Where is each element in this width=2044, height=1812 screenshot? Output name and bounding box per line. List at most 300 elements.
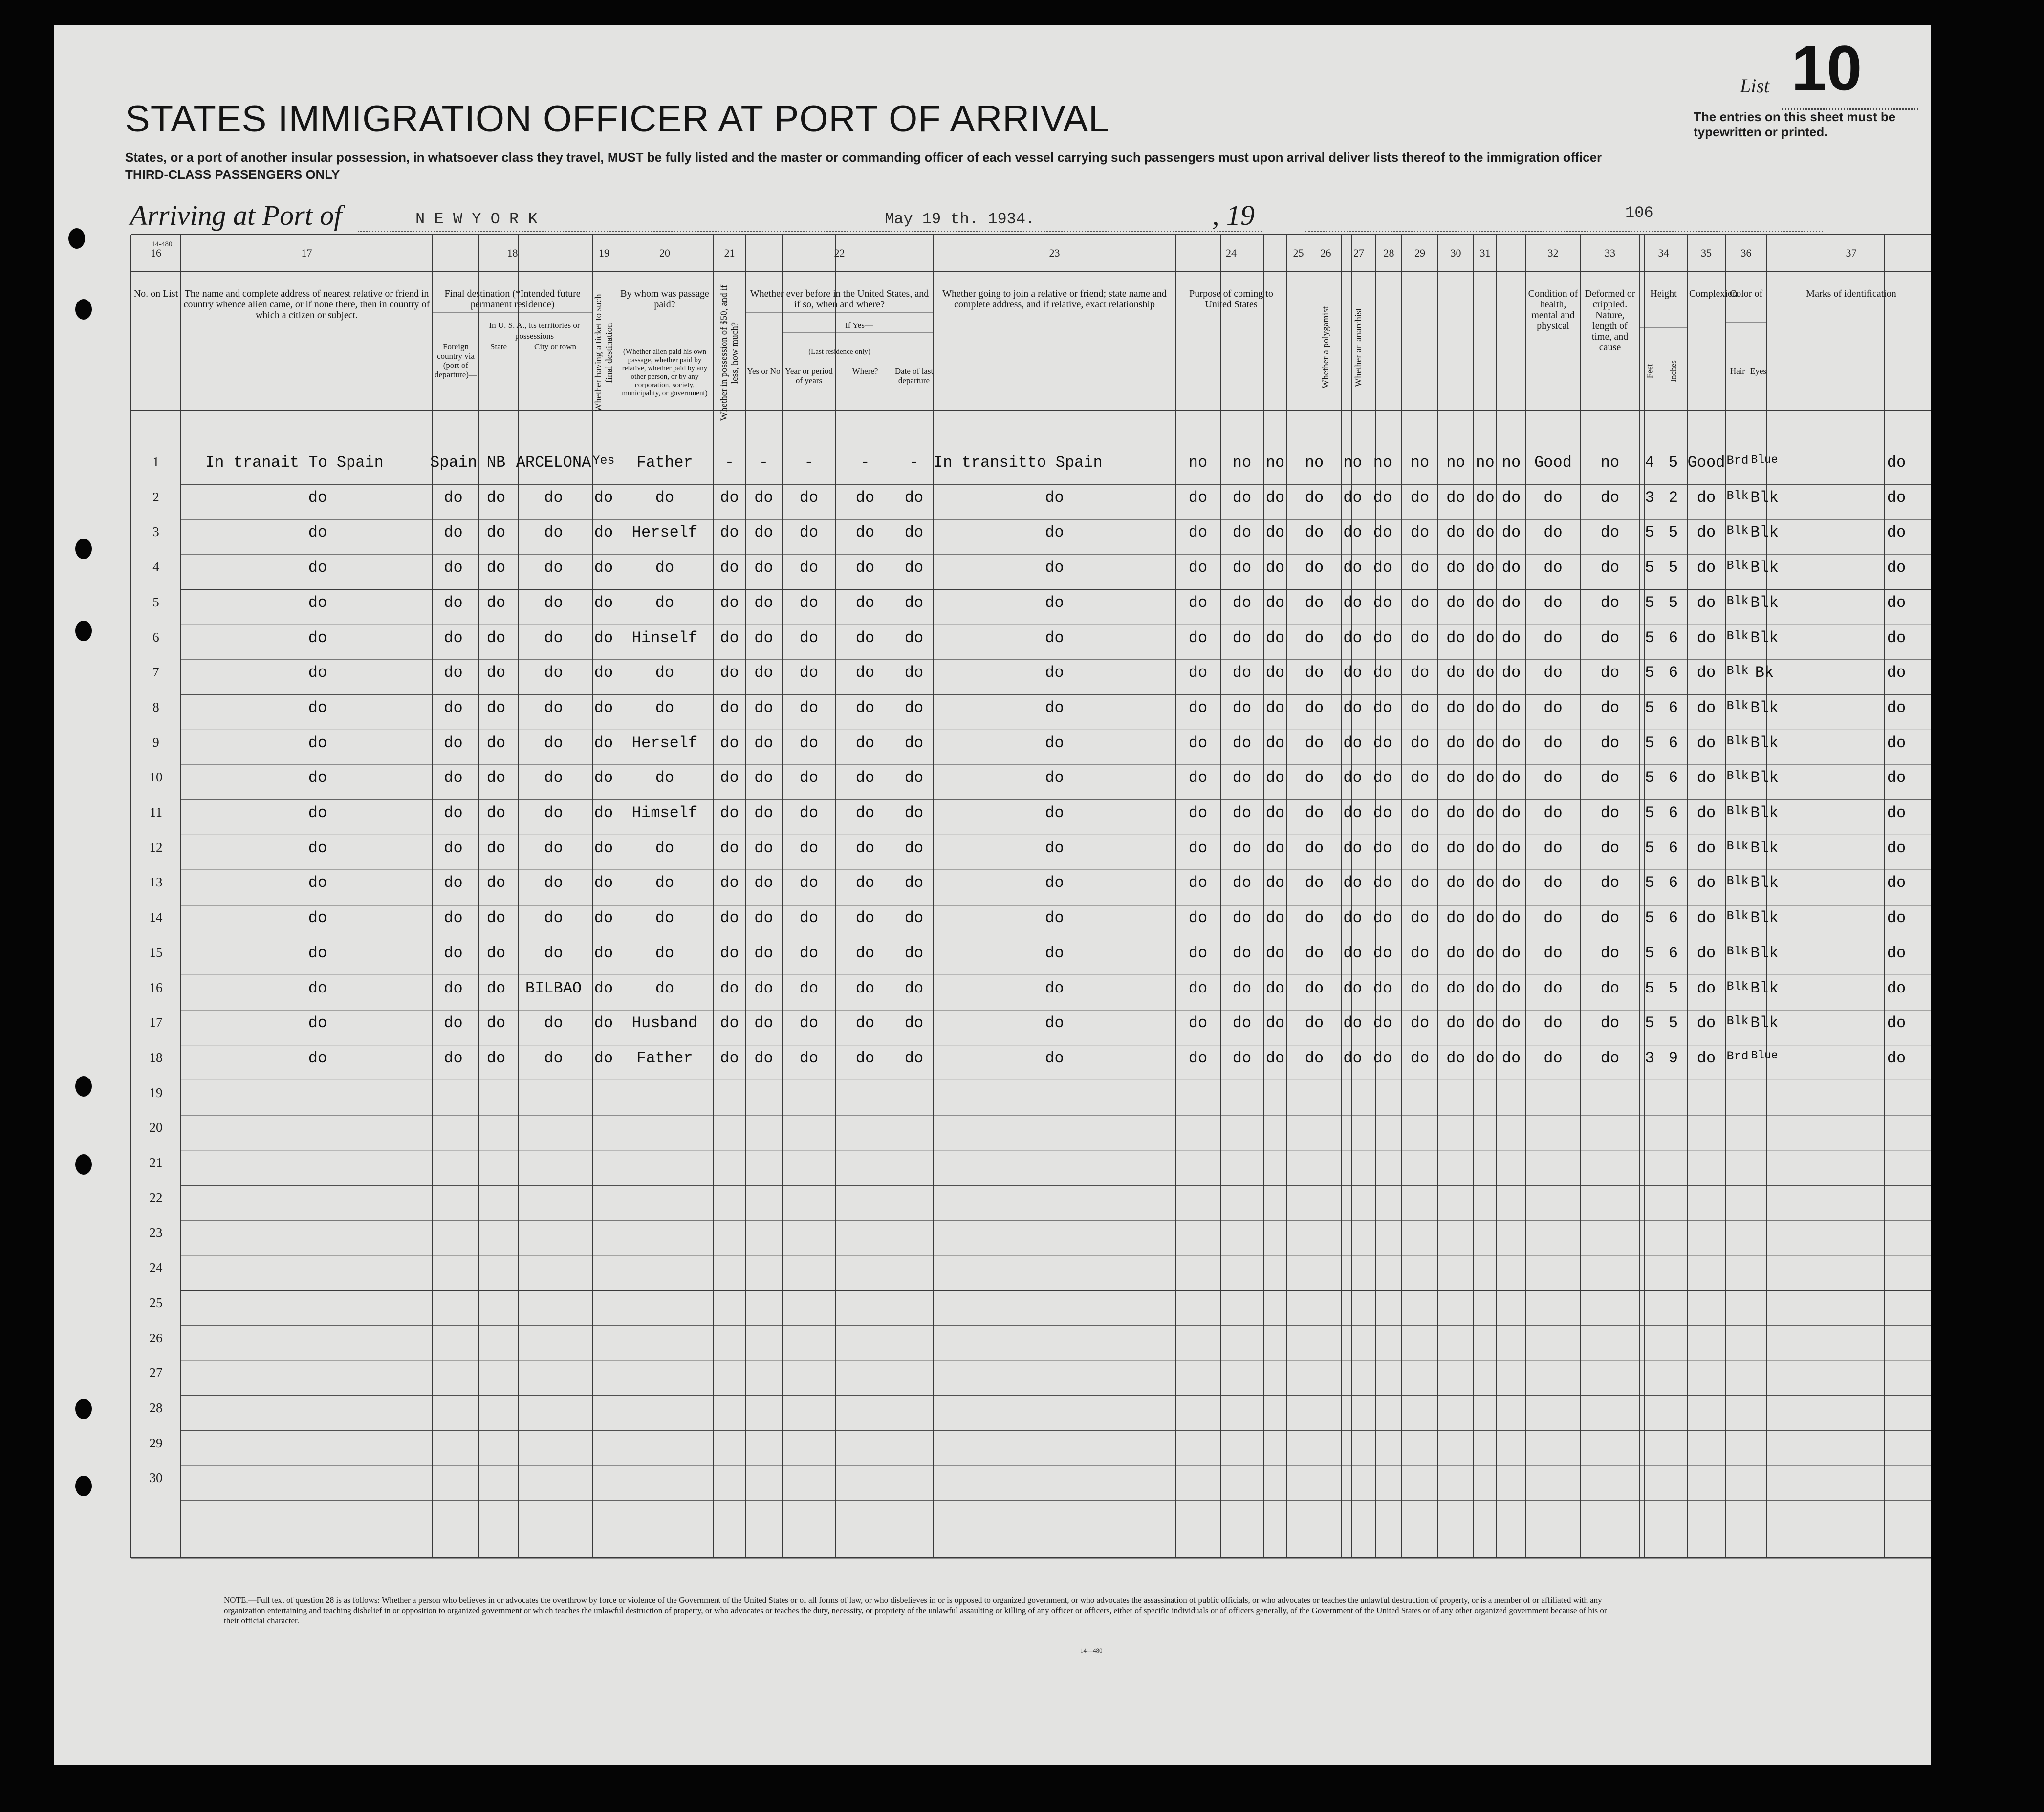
cell-city: do xyxy=(544,698,563,717)
cell-relative: do xyxy=(308,698,327,717)
row-number: 29 xyxy=(149,1435,163,1450)
cell-citizen-intent: do xyxy=(1265,523,1285,542)
column-header-label: Condition of health, mental and physical xyxy=(1528,288,1578,331)
cell-city: do xyxy=(544,664,563,682)
cell-citizen-intent: do xyxy=(1265,488,1285,507)
cell-citizen-intent: do xyxy=(1265,1049,1285,1067)
cell-last-departure: do xyxy=(904,874,924,892)
row-number: 2 xyxy=(152,489,159,504)
cell-years: do xyxy=(799,804,819,822)
column-number: 20 xyxy=(659,247,670,259)
cell-where: do xyxy=(855,698,875,717)
cell-complexion: do xyxy=(1696,733,1716,752)
cell-citizen-intent: do xyxy=(1265,733,1285,752)
cell-health: do xyxy=(1544,1049,1563,1067)
cell-col29: do xyxy=(1446,944,1465,962)
row-number: 22 xyxy=(149,1190,163,1205)
cell-col31: do xyxy=(1501,664,1521,682)
cell-city: do xyxy=(544,523,563,542)
row-number: 14 xyxy=(149,910,163,925)
cell-hair: Blk xyxy=(1726,944,1749,958)
cell-feet: 4 xyxy=(1645,453,1654,472)
cell-before-us: do xyxy=(754,628,773,647)
cell-paid-by: Himself xyxy=(631,804,698,822)
cell-paid-by: do xyxy=(655,664,674,682)
cell-col29: do xyxy=(1446,979,1465,997)
cell-citizen-intent: do xyxy=(1265,804,1285,822)
cell-last-departure: do xyxy=(904,488,924,507)
cell-purpose: do xyxy=(1188,523,1208,542)
column-number: 26 xyxy=(1320,247,1331,259)
cell-col29: do xyxy=(1446,523,1465,542)
row-number: 25 xyxy=(149,1295,163,1310)
cell-col28: do xyxy=(1410,733,1430,752)
column-subheader: Yes or No xyxy=(747,367,781,376)
cell-before-us: - xyxy=(759,453,769,472)
cell-years: do xyxy=(799,1049,819,1067)
cell-paid-by: do xyxy=(655,979,674,997)
cell-health: do xyxy=(1544,804,1563,822)
column-subheader: Eyes xyxy=(1750,367,1767,376)
cell-marks: do xyxy=(1887,979,1906,997)
cell-years: do xyxy=(799,769,819,787)
cell-col31: do xyxy=(1501,1049,1521,1067)
cell-years: - xyxy=(804,453,814,472)
cell-money: do xyxy=(720,733,739,752)
cell-city: do xyxy=(544,593,563,612)
cell-joining: do xyxy=(1045,804,1064,822)
cell-anarchist: do xyxy=(1373,628,1392,647)
column-number: 19 xyxy=(599,247,609,259)
column-header-label: Marks of identification xyxy=(1806,288,1896,299)
cell-deformed: do xyxy=(1600,909,1620,928)
cell-col25: do xyxy=(1305,664,1324,682)
cell-where: do xyxy=(855,804,875,822)
cell-joining: do xyxy=(1045,593,1064,612)
cell-col25: no xyxy=(1305,453,1324,472)
cell-relative: do xyxy=(308,733,327,752)
cell-complexion: do xyxy=(1696,593,1716,612)
cell-eyes: Blk xyxy=(1750,698,1779,717)
cell-state: do xyxy=(486,944,506,962)
cell-marks: do xyxy=(1887,804,1906,822)
column-number: 34 xyxy=(1658,247,1669,259)
cell-col29: do xyxy=(1446,559,1465,577)
cell-where: do xyxy=(855,839,875,857)
cell-hair: Blk xyxy=(1726,559,1749,573)
cell-paid-by: Father xyxy=(636,453,693,472)
cell-money: do xyxy=(720,1049,739,1067)
cell-state: do xyxy=(486,1049,506,1067)
cell-marks: do xyxy=(1887,944,1906,962)
cell-citizen-intent: do xyxy=(1265,698,1285,717)
cell-col28: do xyxy=(1410,698,1430,717)
cell-ticket: do xyxy=(594,979,613,997)
cell-eyes: Blk xyxy=(1750,559,1779,577)
column-number: 36 xyxy=(1740,247,1752,259)
cell-eyes: Blk xyxy=(1750,839,1779,857)
cell-col29: do xyxy=(1446,839,1465,857)
cell-anarchist: do xyxy=(1373,559,1392,577)
cell-joining: do xyxy=(1045,909,1064,928)
column-header-label: Height xyxy=(1650,288,1677,299)
cell-inches: 5 xyxy=(1668,453,1678,472)
cell-ticket: do xyxy=(594,664,613,682)
cell-before-us: do xyxy=(754,909,773,928)
cell-ticket: do xyxy=(594,523,613,542)
cell-before-us: do xyxy=(754,804,773,822)
cell-city: do xyxy=(544,769,563,787)
cell-health: do xyxy=(1544,909,1563,928)
cell-foreign-country: do xyxy=(444,804,463,822)
cell-hair: Blk xyxy=(1726,733,1749,748)
cell-col30: do xyxy=(1476,804,1495,822)
cell-ticket: do xyxy=(594,874,613,892)
cell-city: do xyxy=(544,804,563,822)
footnote: NOTE.—Full text of question 28 is as follows: Whether a person who believes in or advocates the overthrow by force or violence of the Government of the United States or of all forms of law, or who disbelieves in or is opposed to organized government, or who advocates the assassination of public officials, or who advocates or teaches the unlawful destruction of property, or is a member of or affiliated with any organization entertaining and teaching disbelief in or opposition to organized government or which teaches the unlawful destruction of property, or who advocates or teaches the duty, necessity, or propriety of the unlawful assaulting or killing of any officer or officers, either of specific individuals or of officers generally, of the Government of the United States or of any other organized government because of his or their official character. xyxy=(224,1596,1607,1625)
cell-eyes: Blk xyxy=(1750,979,1779,997)
cell-feet: 5 xyxy=(1645,944,1654,962)
cell-joining: do xyxy=(1045,1014,1064,1033)
cell-inches: 5 xyxy=(1668,559,1678,577)
column-number: 28 xyxy=(1383,247,1394,259)
cell-before-us: do xyxy=(754,559,773,577)
cell-anarchist: do xyxy=(1373,733,1392,752)
cell-purpose: do xyxy=(1188,909,1208,928)
cell-col25: do xyxy=(1305,804,1324,822)
cell-relative: do xyxy=(308,664,327,682)
cell-anarchist: no xyxy=(1373,453,1392,472)
cell-paid-by: do xyxy=(655,488,674,507)
cell-anarchist: do xyxy=(1373,804,1392,822)
cell-relative: do xyxy=(308,979,327,997)
column-subheader: Inches xyxy=(1669,360,1678,382)
cell-before-us: do xyxy=(754,944,773,962)
cell-where: do xyxy=(855,909,875,928)
class-note: THIRD-CLASS PASSENGERS ONLY xyxy=(125,167,340,182)
cell-paid-by: Herself xyxy=(631,733,698,752)
cell-complexion: do xyxy=(1696,769,1716,787)
cell-polygamist: do xyxy=(1343,523,1362,542)
cell-polygamist: do xyxy=(1343,698,1362,717)
cell-complexion: do xyxy=(1696,523,1716,542)
cell-last-departure: do xyxy=(904,909,924,928)
cell-ticket: do xyxy=(594,559,613,577)
cell-money: do xyxy=(720,628,739,647)
cell-where: do xyxy=(855,488,875,507)
cell-marks: do xyxy=(1887,559,1906,577)
cell-years: do xyxy=(799,559,819,577)
cell-feet: 5 xyxy=(1645,664,1654,682)
cell-state: do xyxy=(486,559,506,577)
cell-ticket: do xyxy=(594,909,613,928)
cell-foreign-country: Spain xyxy=(430,453,478,472)
cell-joining: do xyxy=(1045,664,1064,682)
cell-hair: Brd xyxy=(1726,1049,1749,1063)
cell-anarchist: do xyxy=(1373,979,1392,997)
cell-state: do xyxy=(486,1014,506,1033)
row-number: 6 xyxy=(152,629,159,645)
cell-length-stay: do xyxy=(1232,488,1252,507)
cell-marks: do xyxy=(1887,698,1906,717)
cell-money: do xyxy=(720,559,739,577)
cell-hair: Blk xyxy=(1726,979,1749,993)
cell-deformed: do xyxy=(1600,733,1620,752)
cell-joining: In transitto Spain xyxy=(934,453,1103,472)
cell-eyes: Blk xyxy=(1750,944,1779,962)
cell-before-us: do xyxy=(754,523,773,542)
cell-where: do xyxy=(855,559,875,577)
cell-state: NB xyxy=(486,453,506,472)
cell-col28: do xyxy=(1410,593,1430,612)
cell-col28: do xyxy=(1410,664,1430,682)
cell-purpose: do xyxy=(1188,664,1208,682)
cell-relative: do xyxy=(308,1014,327,1033)
cell-paid-by: do xyxy=(655,769,674,787)
cell-health: do xyxy=(1544,979,1563,997)
cell-col28: do xyxy=(1410,874,1430,892)
cell-foreign-country: do xyxy=(444,664,463,682)
cell-col31: no xyxy=(1501,453,1521,472)
cell-col28: do xyxy=(1410,488,1430,507)
cell-deformed: do xyxy=(1600,769,1620,787)
cell-paid-by: Hinself xyxy=(631,628,698,647)
cell-complexion: do xyxy=(1696,839,1716,857)
cell-joining: do xyxy=(1045,1049,1064,1067)
cell-col25: do xyxy=(1305,593,1324,612)
cell-length-stay: do xyxy=(1232,628,1252,647)
cell-years: do xyxy=(799,944,819,962)
cell-paid-by: do xyxy=(655,559,674,577)
cell-col30: do xyxy=(1476,874,1495,892)
cell-before-us: do xyxy=(754,1049,773,1067)
cell-relative: do xyxy=(308,804,327,822)
cell-deformed: do xyxy=(1600,1049,1620,1067)
cell-citizen-intent: do xyxy=(1265,1014,1285,1033)
cell-inches: 6 xyxy=(1668,804,1678,822)
cell-feet: 5 xyxy=(1645,909,1654,928)
cell-deformed: do xyxy=(1600,874,1620,892)
cell-col29: do xyxy=(1446,593,1465,612)
cell-col31: do xyxy=(1501,733,1521,752)
cell-where: do xyxy=(855,769,875,787)
column-header-label: Whether an anarchist xyxy=(1353,308,1364,387)
cell-health: do xyxy=(1544,944,1563,962)
subtitle: States, or a port of another insular possession, in whatsoever class they travel, MUST be fully listed and the master or commanding officer of each vessel carrying such passengers must upon arrival deliver lists thereof to the immigration officer xyxy=(125,150,1602,165)
cell-ticket: do xyxy=(594,944,613,962)
cell-col31: do xyxy=(1501,698,1521,717)
cell-foreign-country: do xyxy=(444,874,463,892)
cell-complexion: do xyxy=(1696,804,1716,822)
cell-hair: Blk xyxy=(1726,909,1749,924)
cell-years: do xyxy=(799,979,819,997)
column-number: 18 xyxy=(507,247,518,259)
cell-marks: do xyxy=(1887,1014,1906,1033)
cell-last-departure: do xyxy=(904,1049,924,1067)
cell-joining: do xyxy=(1045,559,1064,577)
cell-years: do xyxy=(799,593,819,612)
cell-polygamist: do xyxy=(1343,559,1362,577)
cell-ticket: do xyxy=(594,593,613,612)
cell-paid-by: do xyxy=(655,874,674,892)
cell-before-us: do xyxy=(754,979,773,997)
cell-col29: do xyxy=(1446,874,1465,892)
cell-purpose: do xyxy=(1188,1049,1208,1067)
cell-last-departure: do xyxy=(904,839,924,857)
cell-purpose: do xyxy=(1188,839,1208,857)
row-number: 28 xyxy=(149,1400,163,1415)
cell-marks: do xyxy=(1887,839,1906,857)
cell-health: do xyxy=(1544,593,1563,612)
cell-marks: do xyxy=(1887,628,1906,647)
table-grid xyxy=(54,25,1931,1765)
cell-deformed: do xyxy=(1600,979,1620,997)
cell-feet: 5 xyxy=(1645,804,1654,822)
cell-hair: Blk xyxy=(1726,874,1749,888)
cell-foreign-country: do xyxy=(444,733,463,752)
cell-col31: do xyxy=(1501,1014,1521,1033)
cell-polygamist: do xyxy=(1343,839,1362,857)
cell-col28: do xyxy=(1410,628,1430,647)
cell-col30: do xyxy=(1476,628,1495,647)
cell-col31: do xyxy=(1501,944,1521,962)
cell-marks: do xyxy=(1887,453,1906,472)
cell-purpose: do xyxy=(1188,874,1208,892)
cell-col31: do xyxy=(1501,593,1521,612)
cell-polygamist: do xyxy=(1343,664,1362,682)
cell-inches: 6 xyxy=(1668,733,1678,752)
cell-where: do xyxy=(855,1049,875,1067)
manifest-sheet xyxy=(54,25,1931,1765)
cell-foreign-country: do xyxy=(444,698,463,717)
cell-foreign-country: do xyxy=(444,769,463,787)
cell-purpose: do xyxy=(1188,593,1208,612)
cell-complexion: do xyxy=(1696,1049,1716,1067)
cell-marks: do xyxy=(1887,733,1906,752)
cell-ticket: Yes xyxy=(592,453,615,468)
cell-state: do xyxy=(486,909,506,928)
cell-col30: do xyxy=(1476,909,1495,928)
cell-relative: do xyxy=(308,559,327,577)
cell-feet: 5 xyxy=(1645,628,1654,647)
cell-state: do xyxy=(486,698,506,717)
column-header-note: (Last residence only) xyxy=(808,348,870,356)
row-number: 5 xyxy=(152,594,159,609)
cell-hair: Brd xyxy=(1726,453,1749,468)
cell-joining: do xyxy=(1045,944,1064,962)
cell-city: do xyxy=(544,488,563,507)
cell-col30: do xyxy=(1476,593,1495,612)
cell-purpose: do xyxy=(1188,628,1208,647)
cell-paid-by: Husband xyxy=(631,1014,698,1033)
cell-relative: do xyxy=(308,523,327,542)
cell-col25: do xyxy=(1305,628,1324,647)
cell-relative: In tranait To Spain xyxy=(205,453,384,472)
cell-polygamist: no xyxy=(1343,453,1362,472)
cell-health: do xyxy=(1544,769,1563,787)
cell-money: do xyxy=(720,874,739,892)
cell-deformed: do xyxy=(1600,1014,1620,1033)
cell-ticket: do xyxy=(594,1014,613,1033)
cell-col28: do xyxy=(1410,944,1430,962)
cell-eyes: Blk xyxy=(1750,769,1779,787)
cell-foreign-country: do xyxy=(444,1014,463,1033)
cell-before-us: do xyxy=(754,874,773,892)
cell-col28: do xyxy=(1410,979,1430,997)
cell-col30: do xyxy=(1476,944,1495,962)
cell-length-stay: do xyxy=(1232,559,1252,577)
column-header-label: Whether going to join a relative or friend; state name and complete address, and if relative, exact relationship xyxy=(942,288,1167,310)
cell-last-departure: do xyxy=(904,523,924,542)
cell-col25: do xyxy=(1305,733,1324,752)
cell-paid-by: Herself xyxy=(631,523,698,542)
column-header-label: Deformed or crippled. Nature, length of time, and cause xyxy=(1585,288,1635,353)
cell-inches: 6 xyxy=(1668,874,1678,892)
cell-polygamist: do xyxy=(1343,874,1362,892)
cell-state: do xyxy=(486,804,506,822)
cell-city: do xyxy=(544,1049,563,1067)
cell-complexion: do xyxy=(1696,944,1716,962)
cell-anarchist: do xyxy=(1373,769,1392,787)
cell-feet: 5 xyxy=(1645,559,1654,577)
row-number: 26 xyxy=(149,1330,163,1345)
cell-deformed: do xyxy=(1600,593,1620,612)
cell-col30: no xyxy=(1476,453,1495,472)
cell-deformed: do xyxy=(1600,523,1620,542)
cell-health: do xyxy=(1544,488,1563,507)
cell-hair: Blk xyxy=(1726,664,1749,678)
row-number: 4 xyxy=(152,560,159,575)
column-subheader: Year or period of years xyxy=(785,367,833,385)
cell-complexion: do xyxy=(1696,698,1716,717)
cell-col31: do xyxy=(1501,523,1521,542)
cell-length-stay: do xyxy=(1232,1049,1252,1067)
cell-purpose: do xyxy=(1188,698,1208,717)
cell-last-departure: do xyxy=(904,559,924,577)
cell-length-stay: do xyxy=(1232,909,1252,928)
cell-col29: no xyxy=(1446,453,1465,472)
row-number: 15 xyxy=(149,945,163,960)
cell-health: do xyxy=(1544,523,1563,542)
cell-col30: do xyxy=(1476,733,1495,752)
cell-col28: do xyxy=(1410,804,1430,822)
cell-where: do xyxy=(855,874,875,892)
cell-ticket: do xyxy=(594,488,613,507)
cell-polygamist: do xyxy=(1343,1049,1362,1067)
cell-joining: do xyxy=(1045,698,1064,717)
cell-feet: 5 xyxy=(1645,839,1654,857)
cell-col30: do xyxy=(1476,664,1495,682)
cell-col30: do xyxy=(1476,769,1495,787)
cell-citizen-intent: do xyxy=(1265,874,1285,892)
cell-anarchist: do xyxy=(1373,698,1392,717)
cell-state: do xyxy=(486,593,506,612)
cell-where: do xyxy=(855,733,875,752)
cell-feet: 5 xyxy=(1645,769,1654,787)
column-header-label: Complexion xyxy=(1689,288,1738,299)
cell-col31: do xyxy=(1501,909,1521,928)
cell-col28: do xyxy=(1410,909,1430,928)
cell-eyes: Blue xyxy=(1751,453,1778,466)
cell-marks: do xyxy=(1887,523,1906,542)
cell-col31: do xyxy=(1501,559,1521,577)
cell-joining: do xyxy=(1045,874,1064,892)
row-number: 19 xyxy=(149,1085,163,1100)
cell-years: do xyxy=(799,523,819,542)
column-number: 23 xyxy=(1049,247,1060,259)
row-number: 11 xyxy=(150,805,162,820)
column-subheader: City or town xyxy=(534,342,576,351)
